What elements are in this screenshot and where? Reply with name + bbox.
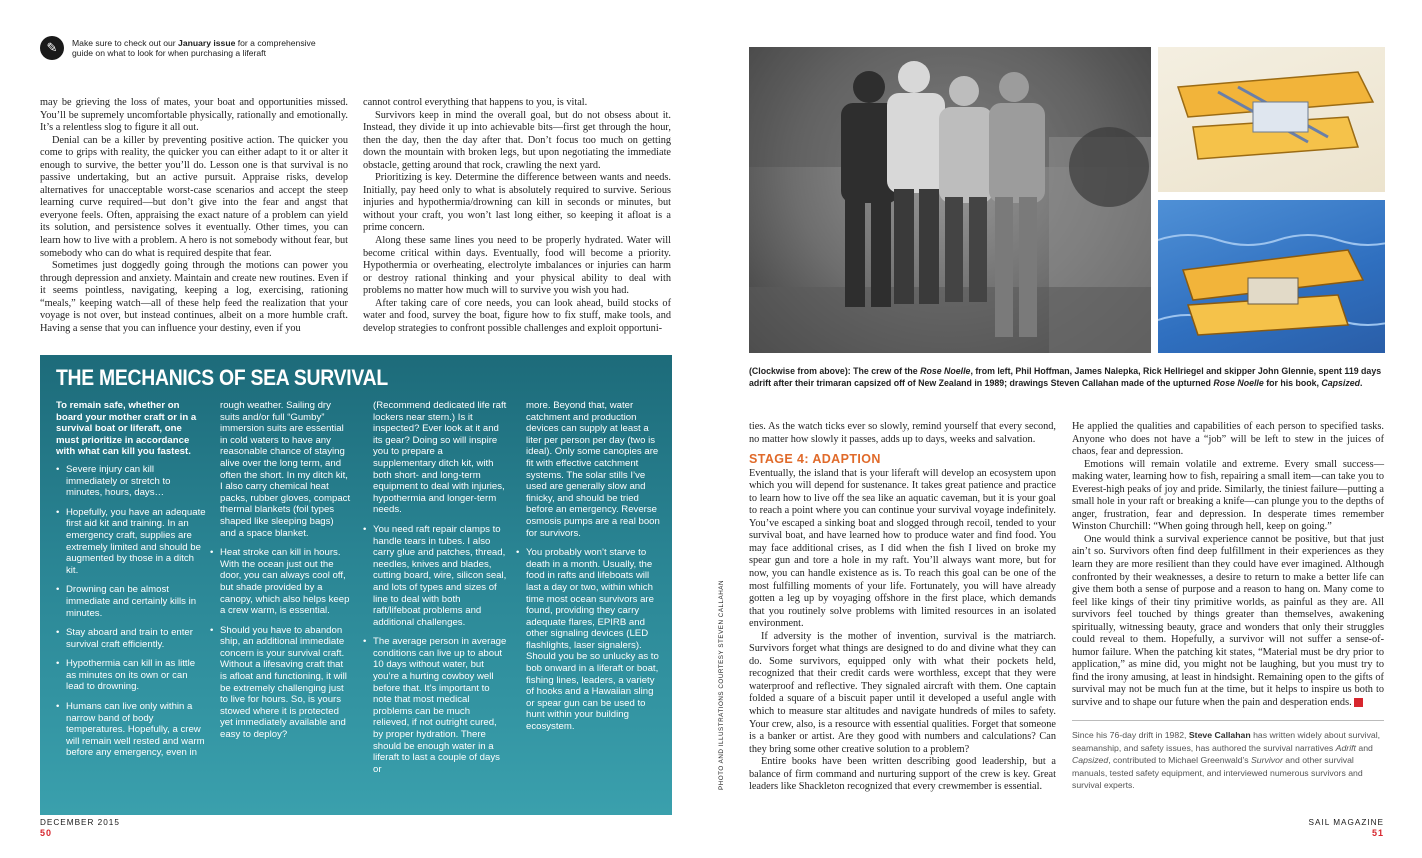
book-icon: ✎ <box>40 36 64 60</box>
capsized-drawing-1 <box>1158 47 1385 192</box>
section-heading: STAGE 4: ADAPTION <box>749 452 881 467</box>
sidebar-intro: To remain safe, whether on board your mother craft or in a survival boat or liferaft, one must prioritize in accordance with what can kill you fastest. <box>56 400 197 458</box>
photo-caption: (Clockwise from above): The crew of the Rose Noelle, from left, Phil Hoffman, James Nalepka, Rick Hellriegel and skipper John Glennie, spent 119 days adrift after their trimaran capsized off of New Zealand in 1989; drawings Steven Callahan made of the upturned Rose Noelle for his book, Capsized. <box>749 366 1382 388</box>
author-bio: Since his 76-day drift in 1982, Steve Callahan has written widely about survival, seamanship, and safety issues, has authored the survival narratives Adrift and Capsized, contributed to Michael Greenwald’s Survivor and other survival manuals, tested safety equipment, and interviewed numerous survivors and survival experts. <box>1072 720 1384 792</box>
crew-photo <box>749 47 1151 353</box>
paragraph: Prioritizing is key. Determine the difference between wants and needs. Initially, pay heed only to what is absolutely required to survive. Serious injuries and hypothermia/drowning can kill in seconds or minutes, but without your craft, you won’t last long either, so keeping it afloat is a prime concern. <box>363 172 671 234</box>
crew-photo-figures <box>749 47 1151 353</box>
list-item: • Should you have to abandon ship, an additional immediate concern is your survival craft. Without a lifesaving craft that is afloat and functioning, it will be extremely challenging just to live for hours. So, is yours stowed where it is protected yet immediately available and easy to deploy? <box>210 625 352 741</box>
sidebar-column-1 <box>56 400 206 767</box>
sidebar-list <box>516 547 663 733</box>
page-number: 50 <box>40 828 53 838</box>
magazine-name: SAIL MAGAZINE <box>1308 818 1384 827</box>
sidebar-list <box>363 524 508 775</box>
issue-date: DECEMBER 2015 <box>40 818 120 827</box>
paragraph: Survivors keep in mind the overall goal, but do not obsess about it. Instead, they divide it up into achievable bits—first get through the hour, then the day, then the day after that. Don’t focus too much on getting down the mountain with broken legs, but upon negotiating the immediate obstacle, getting around that rock, crawling the next yard. <box>363 109 671 171</box>
sidebar-title: THE MECHANICS OF SEA SURVIVAL <box>56 365 388 390</box>
list-item: • The average person in average conditions can live up to about 10 days without water, but you’re a hurting cowboy well before that. It’s important to note that most medical problems can be much relieved, if not outright cured, by proper hydration. There should be enough water in a liferaft to last a couple of days or <box>363 636 508 775</box>
paragraph: Eventually, the island that is your liferaft will develop an ecosystem upon which you will depend for sustenance. It takes great patience and practice to learn how to live off the sea like an aquatic caveman, but it is your goal to reach a point where you can continue your survival voyage indefinitely. You’ve escaped a sinking boat and slogged through recoil, tended to your survival boat, and have learned how to produce water and find food. You may face additional crises, as I did when the fish I lived on broke my spear gun and tore a hole in my raft. You’ll always want more, but for now, you can handle existence as is. To reach this goal can be one of the most fulfilling moments of your life. Fortunately, you will have already gotten a leg up by voyaging offshore in the first place, which demands that you routinely solve problems with limited resources in an isolated environment. <box>749 467 1056 630</box>
paragraph: Sometimes just doggedly going through the motions can power you through depression and anxiety. Maintain and create new routines. Even if it seems pointless, navigating, keeping a log, exercising, rationing “meals,” keeping watch—all of these help feed the realization that your voyage is not over, but instead continues, albeit on a more humble craft. Having a sense that you can influence your destiny, even if you <box>40 260 348 334</box>
sidebar-column-3 <box>363 400 508 783</box>
issue-note-text: Make sure to check out our January issue for a comprehensive guide on what to look for when purchasing a liferaft <box>72 38 316 58</box>
sidebar-list <box>56 464 206 759</box>
paragraph: Denial can be a killer by preventing positive action. The quicker you come to grips with reality, the quicker you can either adapt to it or alter it enough to survive, the better you’ll do. Lesson one is that survival is no passive undertaking, but an active pursuit. Appraise risks, develop alternatives for unacceptable worst-case scenarios and accept the steep learning curve required—but don’t give into the fear and angst that everyone feels. Often, appraising the exact nature of a problem can yield its solution, and persistence solves it eventually. Other times, you can learn how to live with a problem. A hero is not somebody without fear, but somebody who can do what is required despite that fear. <box>40 134 348 259</box>
list-item: • Hopefully, you have an adequate first aid kit and training. In an emergency craft, supplies are extremely limited and should be augmented by those in a ditch kit. <box>56 507 206 577</box>
list-item: • You probably won’t starve to death in a month. Usually, the food in rafts and lifeboats will last a day or two, within which time most ocean survivors are found, providing they carry adequate flares, EPIRB and other signaling devices (LED flashlights, laser signalers). Should you be so unlucky as to bob onward in a liferaft or boat, fishing lines, leaders, a variety of hooks and a Hawaiian sling or spear gun can be used to hunt within your building ecosystem. <box>516 547 663 733</box>
photo-credit: PHOTO AND ILLUSTRATIONS COURTESY STEVEN CALLAHAN <box>718 579 725 790</box>
left-folio <box>40 818 120 838</box>
trimaran-drawing <box>1158 47 1385 192</box>
list-item: • Heat stroke can kill in hours. With the ocean just out the door, you can always cool off, but shade provided by a canopy, which also helps keep a crew warm, is essential. <box>210 547 352 617</box>
issue-note <box>40 36 320 60</box>
list-item: • You need raft repair clamps to handle tears in tubes. I also carry glue and patches, thread, needles, knives and blades, cutting board, wire, silicon seal, and lots of types and sizes of line to deal with both raft/lifeboat problems and additional challenges. <box>363 524 508 628</box>
paragraph: Along these same lines you need to be properly hydrated. Water will become critical within days. Eventually, food will become a priority. Hypothermia or overheating, electrolyte imbalances or injuries can harm or destroy rational thinking and your physical ability to deal with problems no matter how much will to survive you wish you had. <box>363 235 671 297</box>
sidebar-list <box>210 547 352 741</box>
paragraph: may be grieving the loss of mates, your boat and opportunities missed. You’ll be supremely uncomfortable physically, rationally and emotionally. It’s a relentless slog to figure it all out. <box>40 97 348 134</box>
list-item: • Stay aboard and train to enter survival craft efficiently. <box>56 627 206 650</box>
end-mark-icon: S <box>1354 698 1363 707</box>
paragraph: ties. As the watch ticks ever so slowly, remind yourself that every second, no matter how slowly it passes, adds up to days, weeks and salvation. <box>749 421 1056 445</box>
body-column-2 <box>363 97 671 335</box>
sidebar-column-4 <box>516 400 663 741</box>
body-column-1 <box>40 97 348 335</box>
list-item: • Hypothermia can kill in as little as minutes on its own or can lead to drowning. <box>56 658 206 693</box>
sea-survival-sidebar <box>40 355 672 815</box>
list-item: • Severe injury can kill immediately or stretch to minutes, hours, days… <box>56 464 206 499</box>
paragraph: cannot control everything that happens to you, is vital. <box>363 97 588 108</box>
paragraph: He applied the qualities and capabilities of each person to specified tasks. Anyone who does not have a “job” will be left to stew in the juices of chaos, fear and depression. <box>1072 421 1384 458</box>
paragraph: Emotions will remain volatile and extreme. Every small success—making water, learning how to fish, repairing a small item—can take you to Everest-high peaks of joy and pride. Similarly, the tiniest failure—putting a small hole in your raft or breaking a knife—can plunge you to the depths of anger, frustration, fear and depression. In desperate times remember Winston Churchill: “When going through hell, keep on going.” <box>1072 458 1384 533</box>
sidebar-text: (Recommend dedicated life raft lockers near stern.) Is it inspected? Ever look at it and its gear? Doing so will inspire you to prepare a supplementary ditch kit, with both short- and long-term equipment to deal with injuries, hypothermia and longer-term needs. <box>373 400 507 516</box>
sidebar-text: more. Beyond that, water catchment and production devices can supply at least a liter per person per day (two is ideal). Only some canopies are fit with effective catchment systems. The solar stills I’ve used are generally slow and finicky, and should be tried before an emergency. Reverse osmosis pumps are a real boon for survivors. <box>526 400 660 539</box>
body-column-4 <box>1072 421 1384 710</box>
sidebar-column-2 <box>210 400 352 749</box>
capsized-drawing-2 <box>1158 200 1385 353</box>
page-number: 51 <box>1371 828 1384 838</box>
paragraph: If adversity is the mother of invention, survival is the matriarch. Survivors forget what things are designed to do and divine what they can do. Some survivors, equipped only with what their pockets held, recognized that their credit cards were worthless, except that they were waterproof and reflective. They signaled aircraft with them. One captain folded a square of a biscuit paper until it developed a useful angle with which to measure star altitudes and navigate hundreds of miles to safety. Your crew, also, is a resource with essential qualities. Forget that someone is a banker or artist. Are they good with numbers and calculations? Can they bring some other creative solution to a problem? <box>749 630 1056 755</box>
right-folio <box>1300 818 1384 838</box>
list-item: • Drowning can be almost immediate and certainly kills in minutes. <box>56 584 206 619</box>
trimaran-waves-drawing <box>1158 200 1385 353</box>
paragraph: After taking care of core needs, you can look ahead, build stocks of water and food, survey the boat, figure how to fix stuff, make tools, and develop strategies to confront possible challenges and exploit opportuni- <box>363 297 671 334</box>
body-column-3 <box>749 421 1056 794</box>
list-item: • Humans can live only within a narrow band of body temperatures. Hopefully, a crew will remain well rested and warm before any emergency, even in <box>56 701 206 759</box>
paragraph: Entire books have been written describing good leadership, but a balance of firm command and nurturing support of the crew is key. Great leaders like Shackleton recognized that every crewmember is essential. <box>749 756 1056 793</box>
paragraph: One would think a survival experience cannot be positive, but that just ain’t so. Survivors often find deep fulfillment in their experiences as they learn they are more resilient than they could have ever imagined. Although confronted by their weaknesses, a desire to return to make a better life can give them both a sense of purpose and a reason to hang on. Many come to feel like kings of their tiny primitive worlds, as painful as they are. All survivors feel touched by things greater than themselves, awakening spiritually, witnessing beauty, grace and wonders that only their struggles could reveal to them. Hopefully, a survivor will not suffer a sense-of-humor failure. When the patching kit states, “Material must be dry prior to application,” as mine did, you might not be laughing, but you must try to find the irony amusing, at least in hindsight. Remaining open to the gifts of survival may not be much fun at the time, but it helps to inspire us both to survive and to shape our future when the pain and desperation ends. S <box>1072 533 1384 709</box>
sidebar-text: rough weather. Sailing dry suits and/or full “Gumby” immersion suits are essential in cold waters to have any reasonable chance of staying alive over the long term, and often the short. In my ditch kit, I also carry chemical heat packs, rubber gloves, compact thermal blankets (foil types shaped like sleeping bags) and a space blanket. <box>220 400 351 539</box>
